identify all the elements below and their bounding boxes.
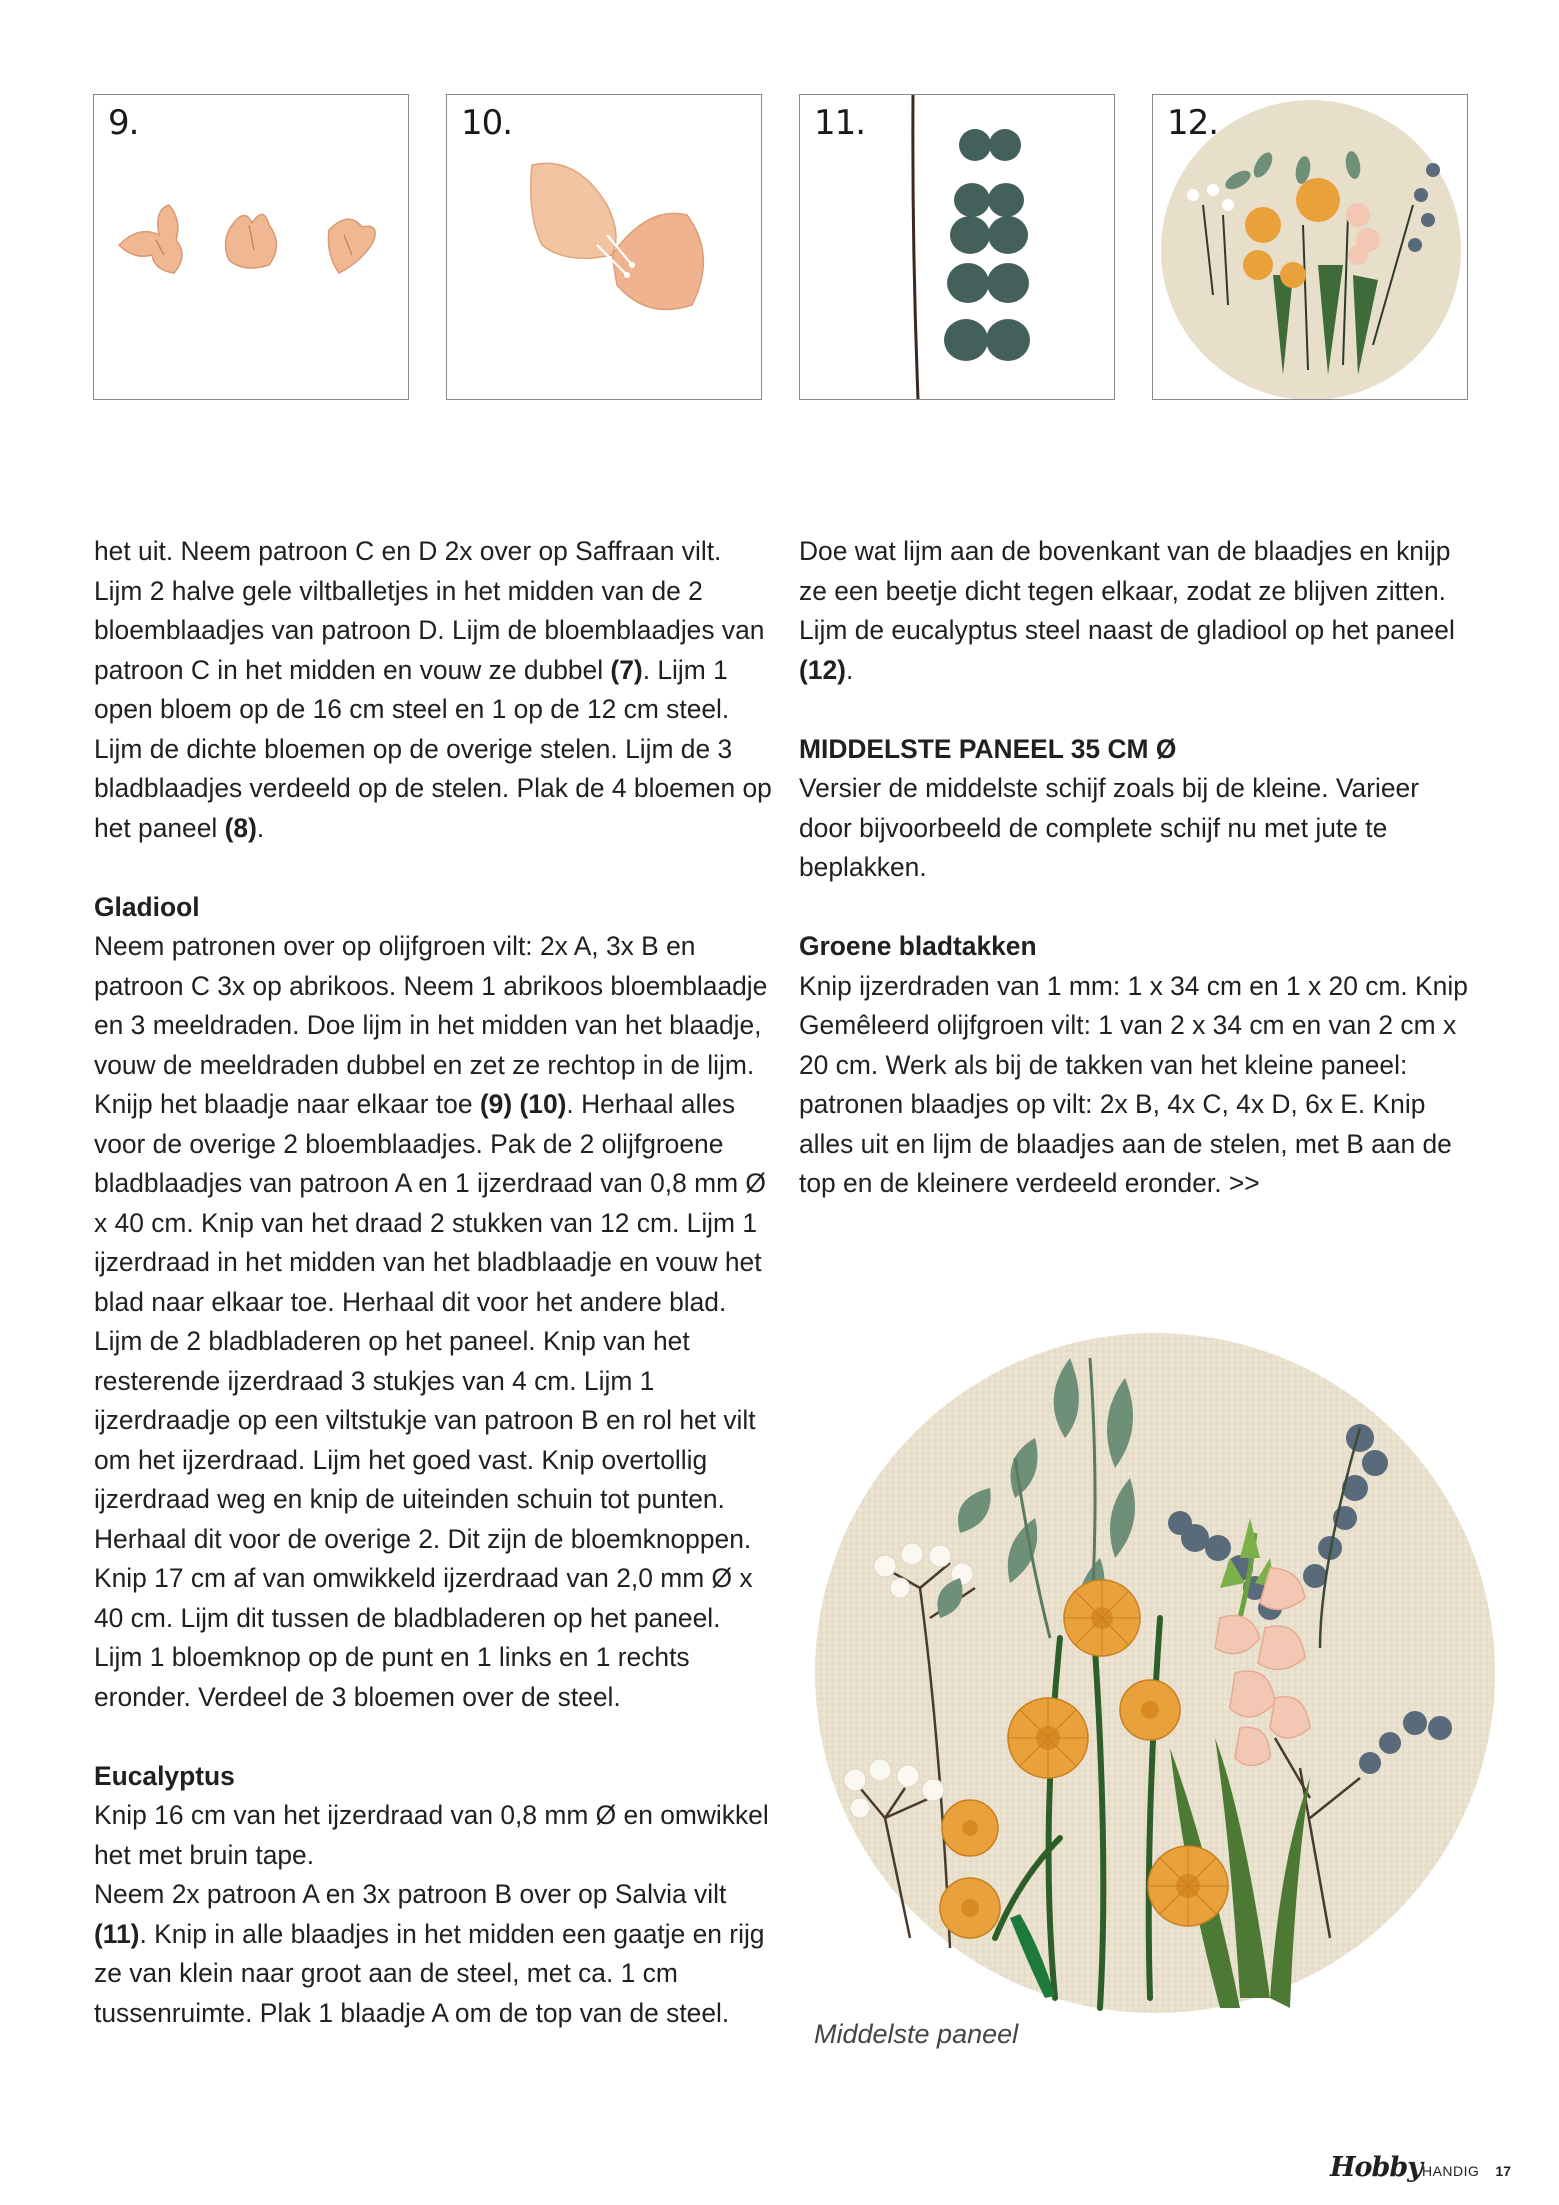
eucalyptus-heading: Eucalyptus [94, 1760, 235, 1791]
step-9-photo [93, 94, 409, 400]
step-11-photo [799, 94, 1115, 400]
photo-caption: Middelste paneel [814, 2019, 1019, 2049]
right-text-column [799, 532, 1479, 1204]
green-branches-heading: Groene bladtakken [799, 931, 1037, 961]
left-text-column [94, 532, 774, 2033]
step-number: 10. [461, 103, 513, 143]
gladiool-paragraph: Neem patronen over op olijfgroen vilt: 2x A, 3x B en patroon C 3x op abrikoos. Neem 1 abrikoos bloemblaadje en 3 meeldraden. Doe lijm in het midden van het blaadje, vouw de meeldraden dubbel en zet ze rechtop in de lijm. Knijp het blaadje naar elkaar toe (9) (10). Herhaal alles voor de overige 2 bloemblaadjes. Pak de 2 olijfgroene bladblaadjes van patroon A en 1 ijzerdraad van 0,8 mm Ø x 40 cm. Knip van het draad 2 stukken van 12 cm. Lijm 1 ijzerdraad in het midden van het bladblaadje en vouw het blad naar elkaar toe. Herhaal dit voor het andere blad. Lijm de 2 bladbladeren op het paneel. Knip van het resterende ijzerdraad 3 stukjes van 4 cm. Lijm 1 ijzerdraadje op een viltstukje van patroon B en rol het vilt om het ijzerdraad. Lijm het goed vast. Knip overtollig ijzerdraad weg en knip de uiteinden schuin tot punten. Herhaal dit voor de overige 2. Dit zijn de bloemknoppen. [94, 931, 768, 1554]
step-12-photo [1152, 94, 1468, 400]
right-intro-paragraph: Doe wat lijm aan de bovenkant van de blaadjes en knijp ze een beetje dicht tegen elkaar, zodat ze blijven zitten. Lijm de eucalyptus steel naast de gladiool op het paneel (12). [799, 536, 1455, 685]
step-number: 11. [814, 103, 866, 143]
step-10-photo [446, 94, 762, 400]
green-branches-paragraph: Knip ijzerdraden van 1 mm: 1 x 34 cm en 1 x 20 cm. Knip Gemêleerd olijfgroen vilt: 1 van 2 x 34 cm en van 2 cm x 20 cm. Werk als bij de takken van het kleine paneel: patronen blaadjes op vilt: 2x B, 4x C, 4x D, 6x E. Knip alles uit en lijm de blaadjes aan de stelen, met B aan de top en de kleinere verdeeld eronder. >> [799, 970, 1468, 1198]
eucalyptus-paragraph-2: Neem 2x patroon A en 3x patroon B over op Salvia vilt (11). Knip in alle blaadjes in het midden een gaatje en rijg ze van klein naar groot aan de steel, met ca. 1 cm tussenruimte. Plak 1 blaadje A om de top van de steel. [94, 1879, 765, 2028]
magazine-logo-suffix: HANDIG [1421, 2163, 1480, 2179]
magazine-logo: Hobby [1330, 2152, 1422, 2183]
step-number: 12. [1167, 103, 1219, 143]
page-number: 17 [1495, 2163, 1511, 2179]
step-number: 9. [108, 103, 139, 143]
middle-panel-heading: MIDDELSTE PANEEL 35 CM Ø [799, 733, 1177, 764]
middle-panel-paragraph: Versier de middelste schijf zoals bij de kleine. Varieer door bijvoorbeeld de complete schijf nu met jute te beplakken. [799, 773, 1419, 882]
middle-panel-photo [800, 1318, 1500, 2018]
gladiool-heading: Gladiool [94, 891, 200, 922]
gladiool-paragraph-2: Knip 17 cm af van omwikkeld ijzerdraad van 2,0 mm Ø x 40 cm. Lijm dit tussen de bladbladeren op het paneel. Lijm 1 bloemknop op de punt en 1 links en 1 rechts eronder. Verdeel de 3 bloemen over de steel. [94, 1563, 753, 1712]
peach-petals-illustration [94, 95, 408, 399]
page-footer [1330, 2152, 1511, 2183]
eucalyptus-paragraph-1: Knip 16 cm van het ijzerdraad van 0,8 mm Ø en omwikkel het met bruin tape. [94, 1800, 769, 1870]
intro-paragraph: het uit. Neem patroon C en D 2x over op Saffraan vilt. Lijm 2 halve gele viltballetjes in het midden van de 2 bloemblaadjes van patroon D. Lijm de bloemblaadjes van patroon C in het midden en vouw ze dubbel (7). Lijm 1 open bloem op de 16 cm steel en 1 op de 12 cm steel. Lijm de dichte bloemen op de overige stelen. Lijm de 3 bladblaadjes verdeeld op de stelen. Plak de 4 bloemen op het paneel (8). [94, 536, 772, 843]
